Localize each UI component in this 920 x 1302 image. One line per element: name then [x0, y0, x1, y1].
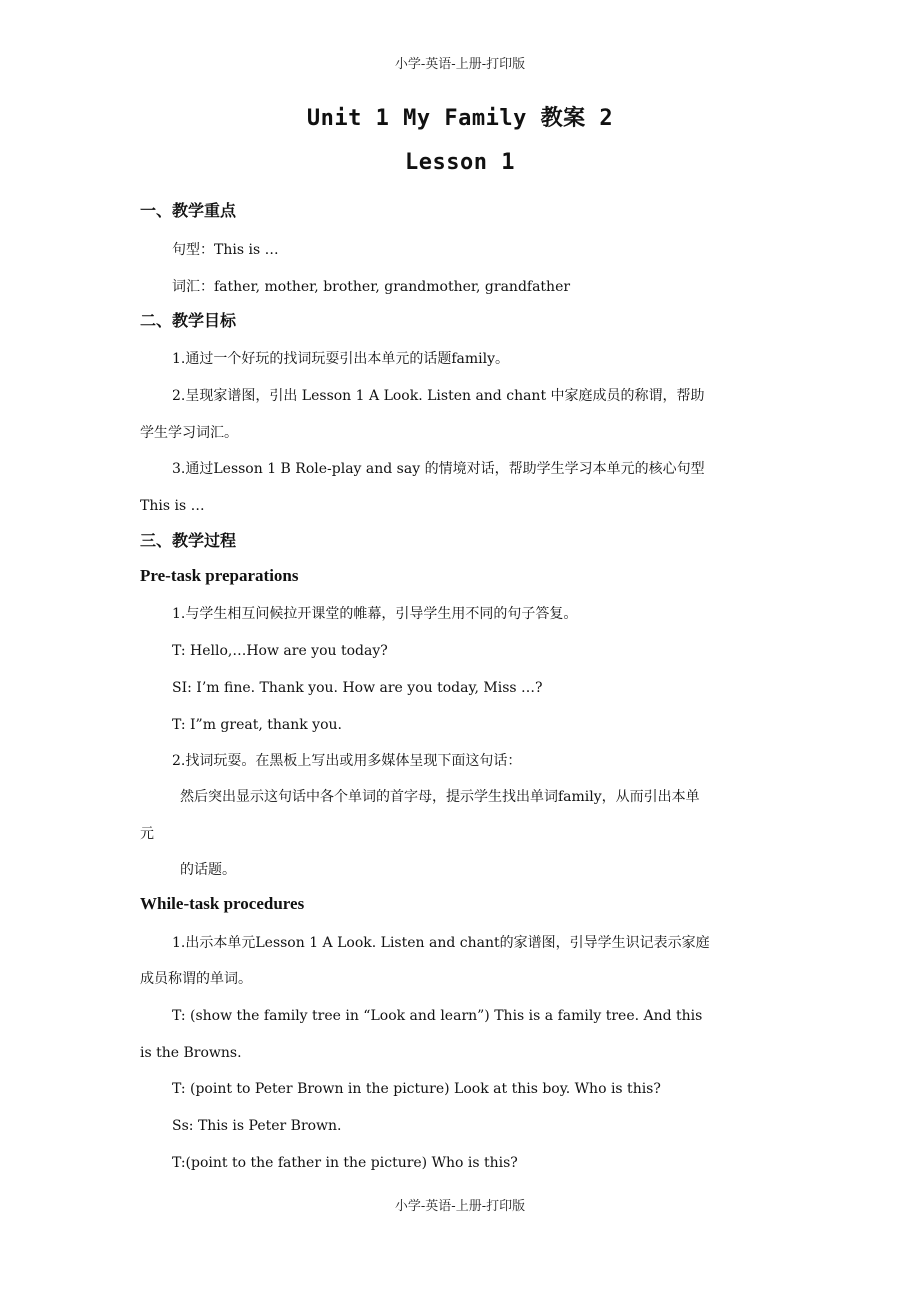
document-subtitle: Lesson 1 [405, 150, 515, 175]
pre-task-step-2-detail: 然后突出显示这句话中各个单词的首字母，提示学生找出单词family，从而引出本单 [180, 789, 700, 805]
while-task-step-1: 1.出示本单元Lesson 1 A Look. Listen and chant的家谱图，引导学生识记表示家庭 [172, 935, 710, 951]
while-task-step-1-continued: 成员称谓的单词。 [140, 971, 252, 987]
document-title: Unit 1 My Family 教案 2 [306, 106, 614, 131]
objective-item-3-continued: This is … [140, 498, 205, 514]
pre-task-step-2-wrap: 元 [140, 826, 154, 842]
section-heading-focus: 一、教学重点 [140, 201, 237, 220]
sentence-pattern-line: 句型：This is … [172, 242, 279, 258]
dialogue-line: T: I”m great, thank you. [172, 717, 342, 733]
dialogue-line: T:(point to the father in the picture) Who is this? [172, 1155, 518, 1171]
dialogue-line: SI: I’m fine. Thank you. How are you today, Miss …? [172, 680, 543, 696]
pre-task-step-2-end: 的话题。 [180, 862, 236, 878]
objective-item-2-continued: 学生学习词汇。 [140, 425, 238, 441]
page-header: 小学-英语-上册-打印版 [394, 57, 526, 72]
dialogue-line: T: (point to Peter Brown in the picture) Look at this boy. Who is this? [172, 1081, 661, 1097]
pre-task-heading: Pre-task preparations [140, 566, 299, 585]
section-heading-process: 三、教学过程 [140, 531, 237, 550]
while-task-heading: While-task procedures [140, 894, 305, 913]
dialogue-line: T: Hello,…How are you today? [172, 643, 388, 659]
objective-item-3: 3.通过Lesson 1 B Role-play and say 的情境对话，帮助学生学习本单元的核心句型 [172, 461, 705, 477]
dialogue-line: T: (show the family tree in “Look and learn”) This is a family tree. And this [172, 1008, 703, 1024]
objective-item-2: 2.呈现家谱图，引出 Lesson 1 A Look. Listen and chant 中家庭成员的称谓，帮助 [172, 388, 705, 404]
dialogue-line: Ss: This is Peter Brown. [172, 1118, 342, 1134]
objective-item-1: 1.通过一个好玩的找词玩耍引出本单元的话题family。 [172, 351, 510, 367]
pre-task-step-1: 1.与学生相互问候拉开课堂的帷幕，引导学生用不同的句子答复。 [172, 606, 578, 622]
vocabulary-line: 词汇：father, mother, brother, grandmother, grandfather [172, 279, 571, 295]
section-heading-objectives: 二、教学目标 [140, 311, 237, 330]
pre-task-step-2: 2.找词玩耍。在黑板上写出或用多媒体呈现下面这句话： [172, 753, 522, 769]
page-footer: 小学-英语-上册-打印版 [394, 1199, 526, 1214]
dialogue-line-continued: is the Browns. [140, 1045, 242, 1061]
